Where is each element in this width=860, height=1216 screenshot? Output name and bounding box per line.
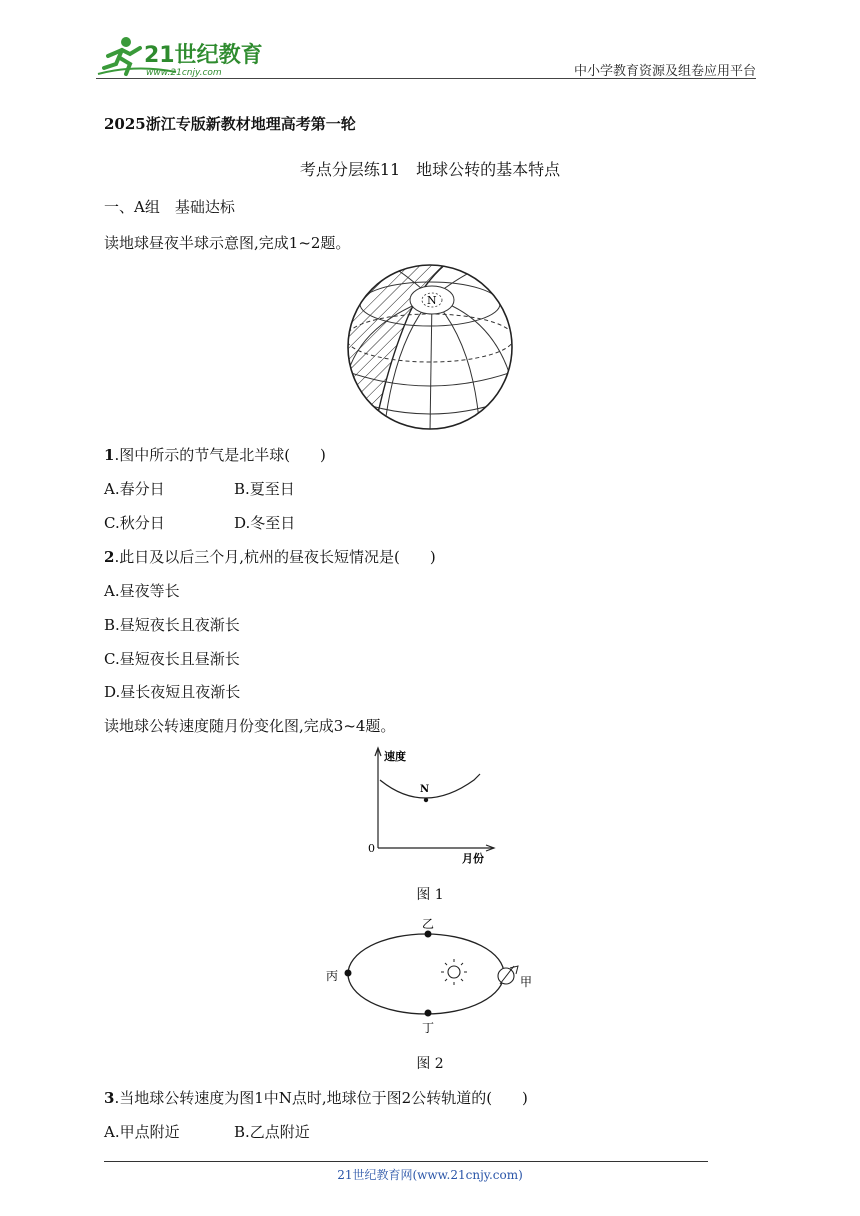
point-n [424, 798, 428, 802]
question-3: 3.当地球公转速度为图1中N点时,地球位于图2公转轨道的( ) [104, 1089, 528, 1107]
q1-option-b[interactable]: B.夏至日 [234, 480, 295, 498]
footer-divider [104, 1161, 708, 1162]
q1-option-c[interactable]: C.秋分日 [104, 514, 165, 532]
point-ding [425, 1010, 432, 1017]
day-night-globe-figure [344, 262, 516, 436]
svg-text:21世纪教育: 21世纪教育 [144, 43, 263, 68]
footer-link[interactable]: 21世纪教育网(www.21cnjy.com) [337, 1168, 523, 1182]
origin-label: 0 [368, 842, 375, 855]
q2-option-b[interactable]: B.昼短夜长且夜渐长 [104, 616, 240, 634]
speed-month-graph [362, 744, 502, 872]
q3-option-b[interactable]: B.乙点附近 [234, 1123, 310, 1141]
figure-1-caption: 图 1 [416, 887, 444, 903]
q2-option-a[interactable]: A.昼夜等长 [104, 582, 180, 600]
label-jia: 甲 [520, 975, 533, 989]
question-1: 1.图中所示的节气是北半球( ) [104, 446, 326, 464]
series-title: 2025浙江专版新教材地理高考第一轮 [104, 115, 356, 133]
x-axis-label: 月份 [462, 852, 484, 865]
figure-2-caption: 图 2 [416, 1056, 444, 1072]
q2-option-c[interactable]: C.昼短夜长且昼渐长 [104, 650, 240, 668]
page-title: 考点分层练11 地球公转的基本特点 [299, 160, 561, 179]
site-logo [96, 34, 266, 80]
q1-option-d[interactable]: D.冬至日 [234, 514, 296, 532]
q2-option-d[interactable]: D.昼长夜短且夜渐长 [104, 683, 241, 701]
intro-q1-2: 读地球昼夜半球示意图,完成1~2题。 [104, 234, 351, 252]
point-n-label: N [420, 784, 430, 795]
point-bing [345, 970, 352, 977]
point-yi [425, 931, 432, 938]
q1-option-a[interactable]: A.春分日 [104, 480, 165, 498]
label-ding: 丁 [422, 1021, 435, 1035]
orbit-figure [322, 916, 542, 1040]
section-heading: 一、A组 基础达标 [104, 198, 235, 216]
label-yi: 乙 [422, 917, 435, 931]
platform-name: 中小学教育资源及组卷应用平台 [573, 64, 756, 79]
question-2: 2.此日及以后三个月,杭州的昼夜长短情况是( ) [104, 548, 436, 566]
north-pole-label: N [427, 294, 437, 307]
label-bing: 丙 [326, 969, 339, 983]
svg-text:www.21cnjy.com: www.21cnjy.com [146, 68, 222, 78]
intro-q3-4: 读地球公转速度随月份变化图,完成3~4题。 [104, 717, 396, 735]
header-divider [96, 78, 756, 79]
y-axis-label: 速度 [384, 750, 406, 763]
q3-option-a[interactable]: A.甲点附近 [104, 1123, 180, 1141]
